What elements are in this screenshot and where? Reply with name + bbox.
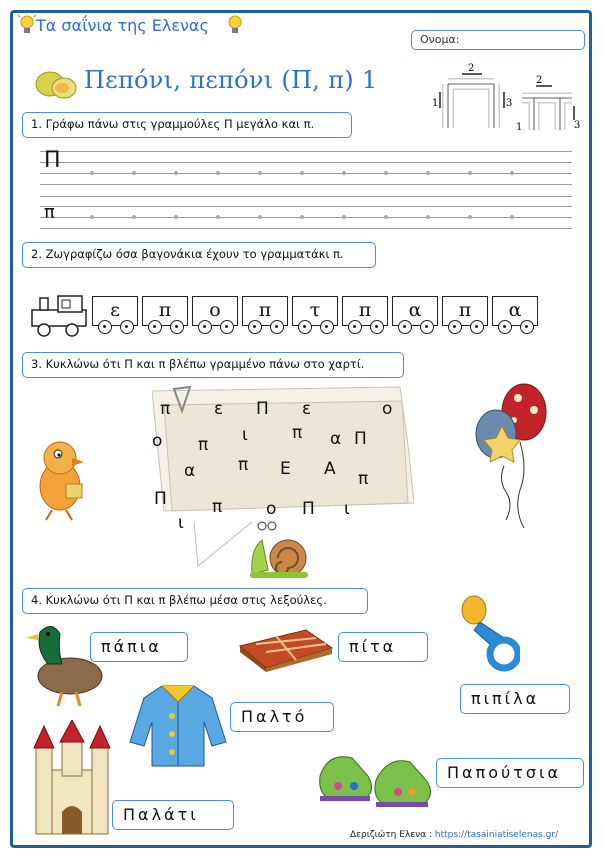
wagon-wheel: [470, 320, 484, 334]
word-papia: πάπια: [90, 632, 188, 662]
stroke-guide-small: [516, 70, 582, 140]
wagon-wheel: [520, 320, 534, 334]
wagon[interactable]: τ: [292, 296, 338, 326]
note-letter[interactable]: ο: [152, 431, 163, 451]
wagon-wheel: [270, 320, 284, 334]
note-letter[interactable]: ι: [242, 425, 248, 445]
castle-icon: [32, 720, 112, 840]
wagon[interactable]: ε: [92, 296, 138, 326]
guide-dot: [468, 215, 472, 219]
note-letter[interactable]: ο: [382, 399, 393, 419]
melon-icon: [34, 62, 78, 102]
wagon[interactable]: π: [142, 296, 188, 326]
wagon[interactable]: π: [342, 296, 388, 326]
guide-dot: [384, 215, 388, 219]
note-letter[interactable]: ε: [214, 399, 224, 419]
note-letter[interactable]: π: [358, 469, 369, 489]
footer-link[interactable]: https://tasainiatiselenas.gr/: [434, 830, 559, 840]
wagon-wheel: [120, 320, 134, 334]
note-letter[interactable]: Π: [354, 429, 367, 449]
coat-icon: [128, 682, 228, 772]
note-card: [152, 385, 414, 533]
wagon[interactable]: α: [492, 296, 538, 326]
note-letter[interactable]: π: [292, 423, 303, 443]
guide-dot: [174, 171, 178, 175]
note-letter[interactable]: π: [238, 455, 249, 475]
guide-dot: [342, 215, 346, 219]
note-letter[interactable]: π: [160, 399, 171, 419]
balloons-icon: [474, 380, 554, 536]
note-letter[interactable]: Π: [256, 399, 269, 419]
guide-dot: [216, 215, 220, 219]
wagon-wheel: [248, 320, 262, 334]
guide-dot: [468, 171, 472, 175]
wagon-wheel: [98, 320, 112, 334]
guide-dot: [300, 215, 304, 219]
note-letter[interactable]: Ε: [280, 459, 291, 479]
guide-dot: [174, 215, 178, 219]
wagon[interactable]: α: [392, 296, 438, 326]
task-1-instruction: 1. Γράφω πάνω στις γραμμούλες Π μεγάλο και π.: [22, 112, 352, 138]
guide-dot: [300, 171, 304, 175]
footer-credit: [350, 830, 558, 840]
note-letter[interactable]: ο: [266, 499, 277, 519]
wagon-wheel: [198, 320, 212, 334]
word-pita: πίτα: [338, 632, 428, 662]
wagon-wheel: [370, 320, 384, 334]
svg-text:3: 3: [574, 120, 581, 131]
pie-icon: [236, 624, 336, 676]
wagon-wheel: [448, 320, 462, 334]
writing-model-lower: π: [44, 202, 55, 223]
task-4-instruction: 4. Κυκλώνω ότι Π και π βλέπω μέσα στις λεξούλες.: [22, 588, 368, 614]
wagon[interactable]: π: [442, 296, 488, 326]
guide-dot: [342, 171, 346, 175]
wagon-wheel: [170, 320, 184, 334]
guide-dot: [132, 215, 136, 219]
snail-icon: [248, 520, 312, 584]
task-3-instruction: 3. Κυκλώνω ότι Π και π βλέπω γραμμένο πάνω στο χαρτί.: [22, 352, 404, 378]
guide-dot: [90, 215, 94, 219]
guide-dot: [132, 171, 136, 175]
word-pipila: πιπίλα: [460, 684, 570, 714]
guide-dot: [426, 215, 430, 219]
svg-text:1: 1: [516, 122, 523, 133]
guide-dot: [384, 171, 388, 175]
word-palati: Παλάτι: [112, 800, 234, 830]
note-letter[interactable]: α: [330, 429, 342, 449]
task-2-instruction: 2. Ζωγραφίζω όσα βαγονάκια έχουν το γραμματάκι π.: [22, 242, 376, 268]
note-letter[interactable]: Π: [154, 489, 167, 509]
wagon[interactable]: π: [242, 296, 288, 326]
note-letter[interactable]: ι: [178, 513, 184, 533]
locomotive: [28, 290, 92, 342]
name-field[interactable]: Ονομα:: [411, 30, 585, 50]
wagon-wheel: [220, 320, 234, 334]
guide-dot: [426, 171, 430, 175]
guide-dot: [90, 171, 94, 175]
bird-icon: [36, 436, 88, 528]
guide-dot: [510, 171, 514, 175]
bulb-right-icon: [226, 14, 244, 40]
bulb-left-icon: [18, 14, 36, 40]
guide-dot: [258, 171, 262, 175]
wagon-wheel: [498, 320, 512, 334]
guide-dot: [258, 215, 262, 219]
page-title: Πεπόνι, πεπόνι (Π, π) 1: [84, 66, 378, 94]
footer-author: Δεριζιώτη Ελενα :: [350, 830, 432, 840]
svg-text:1: 1: [432, 98, 439, 109]
shoes-icon: [318, 746, 438, 816]
wagon-wheel: [320, 320, 334, 334]
note-letter[interactable]: ε: [302, 399, 312, 419]
word-palto: Παλτό: [230, 702, 334, 732]
svg-text:2: 2: [468, 63, 475, 74]
pacifier-icon: [454, 592, 520, 680]
word-papoutsia: Παπούτσια: [436, 758, 584, 788]
note-letter[interactable]: π: [212, 497, 223, 517]
note-letter[interactable]: Α: [324, 459, 336, 479]
note-letter[interactable]: α: [184, 461, 196, 481]
note-letter[interactable]: Π: [302, 499, 315, 519]
writing-model-upper: Π: [44, 148, 61, 173]
stroke-guide-big: [432, 62, 514, 138]
wagon-wheel: [148, 320, 162, 334]
wagon[interactable]: ο: [192, 296, 238, 326]
guide-dot: [510, 215, 514, 219]
wagon-wheel: [420, 320, 434, 334]
svg-text:3: 3: [506, 98, 513, 109]
wagon-wheel: [298, 320, 312, 334]
note-letter[interactable]: π: [198, 435, 209, 455]
wagon-wheel: [348, 320, 362, 334]
wagon-wheel: [398, 320, 412, 334]
note-letter[interactable]: ι: [344, 499, 350, 519]
guide-dot: [216, 171, 220, 175]
brand-title: Τα σαΐνια της Ελενας: [36, 16, 209, 35]
svg-text:2: 2: [536, 75, 543, 86]
